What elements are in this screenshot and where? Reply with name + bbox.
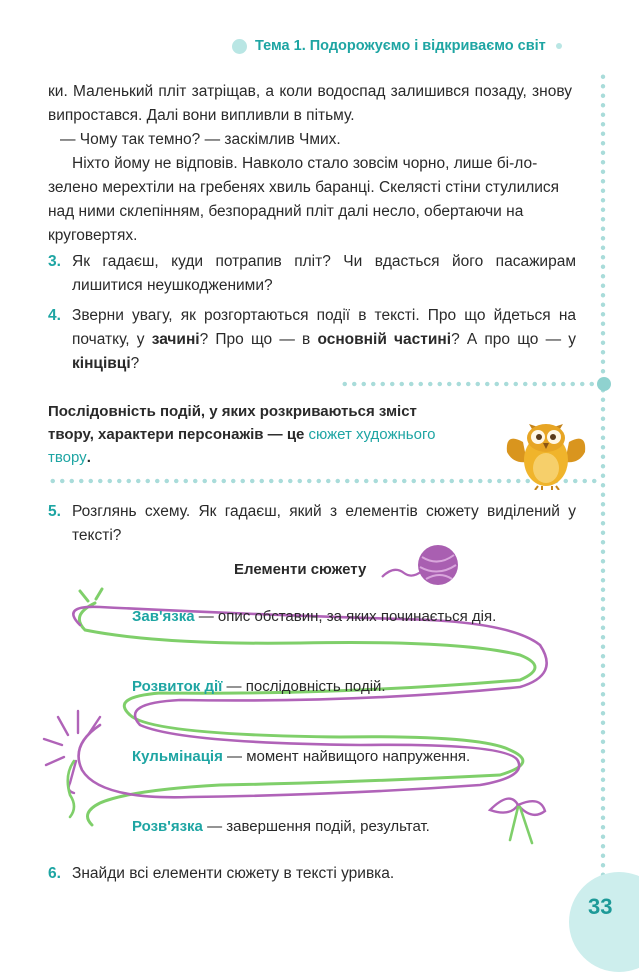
task-number: 3.: [48, 253, 61, 270]
task-text: Розглянь схему. Як гадаєш, який з елементів сюжету виділений у тексті?: [72, 503, 576, 544]
task-5: [48, 500, 576, 548]
plot-element-rising-action: Розвиток дії — послідовність подій.: [132, 678, 386, 695]
page-header: [232, 36, 622, 56]
story-passage: [48, 80, 572, 248]
topic-title: Тема 1. Подорожуємо і відкриваємо світ: [255, 38, 546, 54]
task-number: 4.: [48, 307, 61, 324]
passage-line: — Чому так темно? — заскімлив Чмих.: [60, 131, 341, 148]
term-main-part: основній частині: [317, 331, 452, 348]
task-number: 6.: [48, 865, 61, 882]
plot-element-resolution: Розв'язка — завершення подій, результат.: [132, 818, 430, 835]
scheme-title: Елементи сюжету: [234, 561, 367, 578]
task-text: Зверни увагу, як розгортаються події в тексті. Про що йдеться на початку, у зачині? Про що — в основній частині? А про що — у кінцівці?: [72, 307, 577, 372]
dotted-divider-top: [340, 381, 596, 387]
plot-term: Зав'язка: [132, 608, 195, 625]
page-number: 33: [588, 894, 613, 919]
definition-box: Послідовність подій, у яких розкриваються зміст твору, характери персонажів — це сюжет художнього твору.: [48, 403, 436, 466]
task-4: [48, 304, 576, 376]
passage-line: Ніхто йому не відповів. Навколо стало зовсім чорно, лише бі-ло-зелено мерехтіли на гребенях хвиль баранці. Скелясті стіни стулилися над ними склепінням, безпорадний пліт далі несло, обертаючи на круговертях.: [48, 155, 560, 244]
term-beginning: зачині: [151, 331, 200, 348]
task-text: Як гадаєш, куди потрапив пліт? Чи вдасться його пасажирам лишитися неушкодженими?: [72, 253, 576, 294]
header-dot-icon: [232, 39, 247, 54]
task-3: [48, 250, 576, 298]
passage-line: ки. Маленький пліт затріщав, а коли водоспад залишився позаду, знову випростався. Далі вони випливли в пітьму.: [48, 83, 572, 124]
plot-term: Розвиток дії: [132, 678, 223, 695]
header-small-dot-icon: [556, 43, 562, 49]
plot-term: Кульмінація: [132, 748, 223, 765]
page-number-tab: [569, 872, 639, 972]
dotted-border-vertical: [600, 72, 606, 892]
plot-term: Розв'язка: [132, 818, 203, 835]
task-number: 5.: [48, 503, 61, 520]
task-6: [48, 862, 576, 886]
divider-dot-icon: [597, 377, 611, 391]
term-ending: кінцівці: [72, 355, 131, 372]
plot-element-exposition: Зав'язка — опис обставин, за яких починається дія.: [132, 608, 497, 625]
task-text: Знайди всі елементи сюжету в тексті уривка.: [72, 865, 395, 882]
plot-element-climax: Кульмінація — момент найвищого напруження.: [132, 748, 471, 765]
definition-term: сюжет художнього твору: [48, 426, 436, 466]
owl-icon: [503, 412, 589, 490]
